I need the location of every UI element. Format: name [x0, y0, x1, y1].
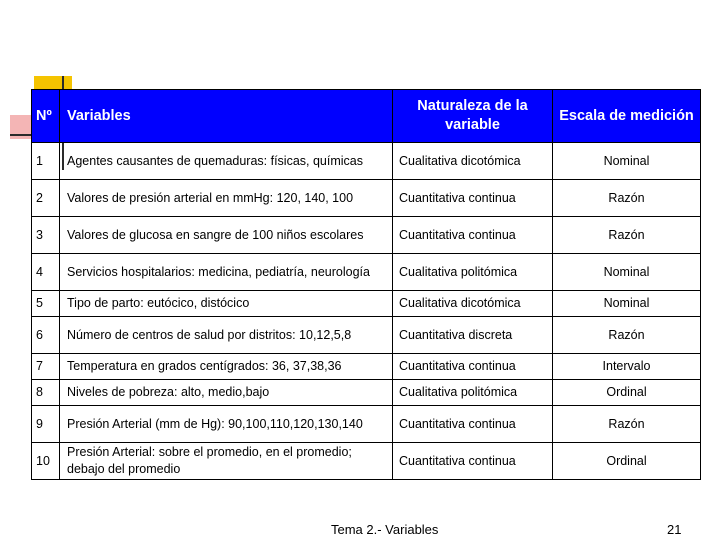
page-number: 21 — [667, 522, 682, 537]
table-row — [32, 354, 701, 380]
row-variable: Número de centros de salud por distritos: 10,12,5,8 — [60, 317, 393, 354]
row-naturaleza: Cuantitativa continua — [393, 406, 553, 443]
row-variable: Temperatura en grados centígrados: 36, 37,38,36 — [60, 354, 393, 380]
row-naturaleza: Cualitativa dicotómica — [393, 143, 553, 180]
table-row — [32, 406, 701, 443]
table-row — [32, 443, 701, 480]
row-escala: Razón — [553, 180, 701, 217]
row-naturaleza: Cuantitativa continua — [393, 217, 553, 254]
row-num: 3 — [32, 217, 60, 254]
row-naturaleza: Cuantitativa discreta — [393, 317, 553, 354]
row-variable: Valores de glucosa en sangre de 100 niños escolares — [60, 217, 393, 254]
row-num: 2 — [32, 180, 60, 217]
header-naturaleza: Naturaleza de la variable — [393, 90, 553, 143]
table-row — [32, 317, 701, 354]
row-naturaleza: Cualitativa politómica — [393, 380, 553, 406]
row-variable: Servicios hospitalarios: medicina, pediatría, neurología — [60, 254, 393, 291]
row-num: 9 — [32, 406, 60, 443]
row-escala: Ordinal — [553, 443, 701, 480]
table-header-row — [32, 90, 701, 143]
table-row — [32, 291, 701, 317]
row-escala: Ordinal — [553, 380, 701, 406]
header-variables: Variables — [60, 90, 393, 143]
slide-footer — [0, 520, 728, 540]
row-variable: Niveles de pobreza: alto, medio,bajo — [60, 380, 393, 406]
row-escala: Nominal — [553, 143, 701, 180]
row-variable: Valores de presión arterial en mmHg: 120, 140, 100 — [60, 180, 393, 217]
row-naturaleza: Cuantitativa continua — [393, 354, 553, 380]
row-escala: Razón — [553, 317, 701, 354]
row-variable: Tipo de parto: eutócico, distócico — [60, 291, 393, 317]
row-naturaleza: Cuantitativa continua — [393, 443, 553, 480]
table-row — [32, 217, 701, 254]
header-escala: Escala de medición — [553, 90, 701, 143]
variables-table — [31, 89, 701, 480]
row-variable: Presión Arterial: sobre el promedio, en el promedio; debajo del promedio — [60, 443, 393, 480]
footer-title: Tema 2.- Variables — [331, 522, 439, 537]
row-escala: Nominal — [553, 291, 701, 317]
row-num: 1 — [32, 143, 60, 180]
row-variable: Presión Arterial (mm de Hg): 90,100,110,120,130,140 — [60, 406, 393, 443]
row-num: 4 — [32, 254, 60, 291]
row-num: 10 — [32, 443, 60, 480]
row-escala: Nominal — [553, 254, 701, 291]
table-row — [32, 143, 701, 180]
row-naturaleza: Cualitativa dicotómica — [393, 291, 553, 317]
header-num: Nº — [32, 90, 60, 143]
row-escala: Intervalo — [553, 354, 701, 380]
row-naturaleza: Cualitativa politómica — [393, 254, 553, 291]
row-escala: Razón — [553, 217, 701, 254]
table-row — [32, 180, 701, 217]
row-variable: Agentes causantes de quemaduras: físicas, químicas — [60, 143, 393, 180]
row-escala: Razón — [553, 406, 701, 443]
table-row — [32, 254, 701, 291]
table-row — [32, 380, 701, 406]
row-num: 8 — [32, 380, 60, 406]
row-num: 5 — [32, 291, 60, 317]
row-num: 6 — [32, 317, 60, 354]
row-naturaleza: Cuantitativa continua — [393, 180, 553, 217]
row-num: 7 — [32, 354, 60, 380]
